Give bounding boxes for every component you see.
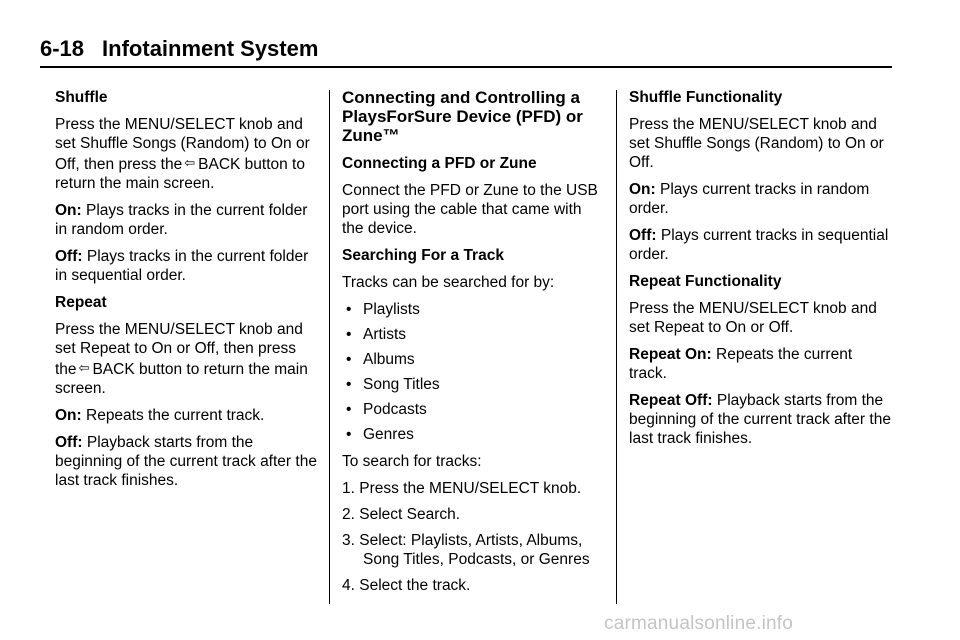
shuffle-off-item: [629, 226, 891, 264]
page-number: 6-18: [40, 36, 85, 61]
search-heading: Searching For a Track: [342, 247, 504, 264]
column-divider-left: [329, 90, 330, 604]
shuffle-on-label: On:: [629, 181, 656, 198]
shuffle-on-text: Plays current tracks in random order.: [629, 181, 870, 217]
step-item: 1. Press the MENU/SELECT knob.: [342, 480, 582, 497]
repeat-off-item: [55, 433, 317, 490]
shuffle-off-label: Off:: [55, 248, 83, 265]
repeat-on-item: [629, 345, 891, 383]
shuffle-functionality-text: Press the MENU/SELECT knob and set Shuffle Songs (Random) to On or Off.: [629, 116, 884, 171]
step-item: 4. Select the track.: [342, 577, 471, 594]
shuffle-on-item: [55, 201, 317, 239]
repeat-functionality-text: Press the MENU/SELECT knob and set Repeat to On or Off.: [629, 300, 877, 336]
step-item: 2. Select Search.: [342, 506, 461, 523]
connect-text: Connect the PFD or Zune to the USB port using the cable that came with the device.: [342, 182, 598, 237]
repeat-on-label: Repeat On:: [629, 346, 712, 363]
shuffle-heading: Shuffle: [55, 89, 108, 106]
repeat-off-text: Playback starts from the beginning of the current track after the last track finishes.: [629, 392, 891, 447]
repeat-on-text: Repeats the current track.: [86, 407, 265, 424]
steps-intro: To search for tracks:: [342, 453, 482, 470]
list-item: • Albums: [342, 350, 604, 369]
search-criteria-list: [342, 300, 604, 444]
repeat-off-text: Playback starts from the beginning of the current track after the last track finishes.: [55, 434, 317, 489]
repeat-on-item: [55, 406, 317, 425]
repeat-text-a: Press the MENU/SELECT knob and set Repeat to On or Off, then press the: [55, 321, 303, 378]
back-arrow-icon: ⇦: [184, 155, 196, 170]
column-right: [629, 88, 891, 456]
shuffle-off-item: [55, 247, 317, 285]
repeat-off-label: Repeat Off:: [629, 392, 713, 409]
list-item: • Artists: [342, 325, 604, 344]
search-steps-list: [342, 479, 604, 595]
repeat-off-label: Off:: [55, 434, 83, 451]
shuffle-off-text: Plays current tracks in sequential order.: [629, 227, 889, 263]
list-item: • Podcasts: [342, 400, 604, 419]
repeat-functionality-heading: Repeat Functionality: [629, 273, 782, 290]
connect-heading: Connecting a PFD or Zune: [342, 155, 537, 172]
page-header: [40, 36, 892, 68]
shuffle-off-text: Plays tracks in the current folder in sequential order.: [55, 248, 309, 284]
repeat-heading: Repeat: [55, 294, 107, 311]
list-item: • Playlists: [342, 300, 604, 319]
shuffle-text-b: BACK button to return the main screen.: [55, 156, 305, 192]
shuffle-instructions: [55, 115, 317, 193]
pfd-section-heading: Connecting and Controlling a PlaysForSure Device (PFD) or Zune™: [342, 88, 583, 145]
repeat-text-b: BACK button to return the main screen.: [55, 361, 308, 397]
repeat-instructions: [55, 320, 317, 398]
section-title: Infotainment System: [102, 36, 319, 61]
list-item: • Genres: [342, 425, 604, 444]
shuffle-text-a: Press the MENU/SELECT knob and set Shuffle Songs (Random) to On or Off, then press the: [55, 116, 310, 173]
watermark: carmanualsonline.info: [604, 613, 794, 634]
shuffle-on-item: [629, 180, 891, 218]
shuffle-on-label: On:: [55, 202, 82, 219]
column-left: [55, 88, 317, 498]
repeat-on-label: On:: [55, 407, 82, 424]
search-intro: Tracks can be searched for by:: [342, 274, 555, 291]
column-middle: [342, 88, 604, 602]
shuffle-off-label: Off:: [629, 227, 657, 244]
shuffle-functionality-heading: Shuffle Functionality: [629, 89, 783, 106]
repeat-off-item: [629, 391, 891, 448]
repeat-on-text: Repeats the current track.: [629, 346, 853, 382]
back-arrow-icon: ⇦: [78, 360, 90, 375]
step-item: 3. Select: Playlists, Artists, Albums, Song Titles, Podcasts, or Genres: [342, 532, 590, 568]
shuffle-on-text: Plays tracks in the current folder in random order.: [55, 202, 308, 238]
column-divider-right: [616, 90, 617, 604]
list-item: • Song Titles: [342, 375, 604, 394]
